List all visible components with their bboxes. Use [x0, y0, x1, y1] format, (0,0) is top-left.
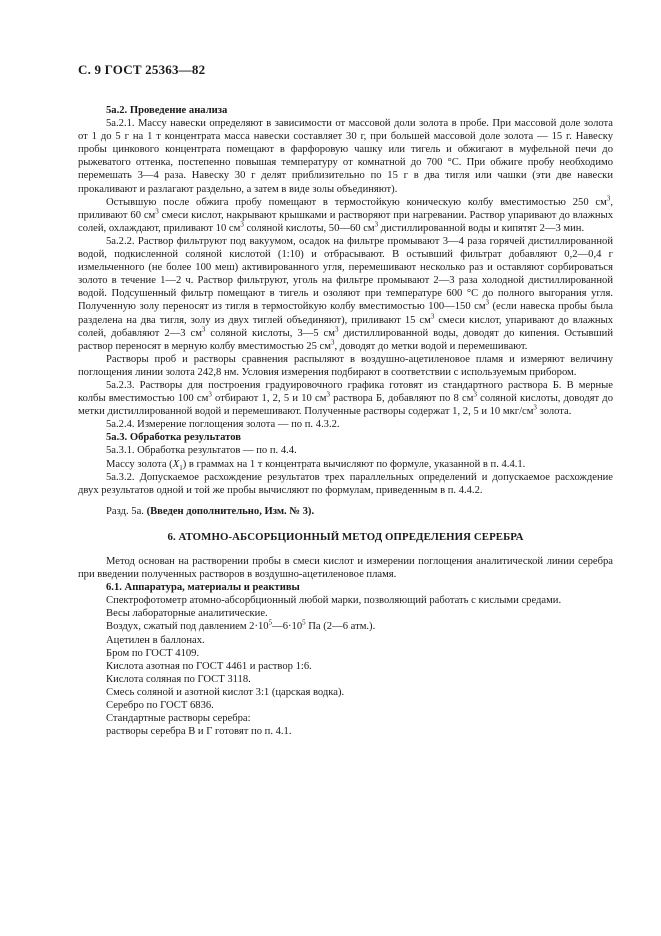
paragraph-5a23: 5а.2.3. Растворы для построения градуировочного графика готовят из стандартного раствора Б. В мерные колбы вместимостью 100 $см^3$ отбирают 1, 2, 5 и 10 $см^3$ раствора Б, добавляют по 8 $см^3$ соляной кислоты, доводят до метки дистиллированной водой и перемешивают. Полученные растворы содержат 1, 2, 5 и 10 мкг/$см^3$ золота.	[78, 379, 613, 418]
paragraph-5a24: 5а.2.4. Измерение поглощения золота — по п. 4.3.2.	[106, 419, 340, 431]
section-6-title: 6. АТОМНО-АБСОРБЦИОННЫЙ МЕТОД ОПРЕДЕЛЕНИЯ СЕРЕБРА	[167, 530, 524, 543]
item-acetylene: Ацетилен в баллонах.	[106, 634, 205, 646]
paragraph-spray: Растворы проб и растворы сравнения распыляют в воздушно-ацетиленовое пламя и измеряют величину поглощения линии золота 242,8 нм. Условия измерения подбирают в соответствии с используемым прибором.	[78, 353, 613, 378]
paragraph-5a22: 5а.2.2. Раствор фильтруют под вакуумом, осадок на фильтре промывают 3—4 раза горячей дистиллированной водой, подкисленной соляной кислотой (1:10) и отбрасывают. В остывший фильтрат добавляют 0,2—0,4 г измельченного (не более 100 меш) активированного угля, перемешивают несколько раз и оставляют сорбироваться золото в течение 1—2 ч. Раствор фильтруют, уголь на фильтре промывают 2—3 раза холодной дистиллированной водой. Подсушенный фильтр помещают в тигель и озоляют при температуре 600 °С до полного выгорания угля. Полученную золу переносят из тигля в термостойкую колбу вместимостью 100—150 $см^3$ (если навеска пробы была разделена на два тигля, золу из двух тиглей объединяют), приливают 15 $см^3$ смеси кислот, упаривают до влажных солей, добавляют 2—3 $см^3$ соляной кислоты, 3—5 $см^3$ дистиллированной воды, доводят до кипения. Остывший раствор переносят в мерную колбу вместимостью 25 $см^3$, доводят до метки водой и перемешивают.	[78, 235, 614, 352]
section-61-title: 6.1. Аппаратура, материалы и реактивы	[106, 582, 300, 594]
section-5a3-title: 5а.3. Обработка результатов	[106, 432, 241, 444]
item-solutions-b-g: растворы серебра В и Г готовят по п. 4.1.	[106, 726, 292, 738]
paragraph-5a32: 5а.3.2. Допускаемое расхождение результатов трех параллельных определений и допускаемое расхождение двух результатов одной и той же пробы вычисляют по формулам, приведенным в п. 4.4.2.	[78, 471, 613, 496]
paragraph-cooled-sample: Остывшую после обжига пробу помещают в термостойкую коническую колбу вместимостью 250 $см^3$, приливают 60 $см^3$ смеси кислот, накрывают крышками и растворяют при нагревании. Раствор упаривают до влажных солей, охлаждают, приливают 10 $см^3$ соляной кислоты, 50—60 $см^3$ дистиллированной воды и кипятят 2—3 мин.	[78, 194, 613, 234]
section-note: Разд. 5а. (Введен дополнительно, Изм. № 3).	[106, 505, 315, 517]
item-compressed-air: Воздух, сжатый под давлением $2\cdot 10^5—6\cdot 10^5$ Па (2—6 атм.).	[106, 618, 376, 633]
paragraph-method: Метод основан на растворении пробы в смеси кислот и измерении поглощения аналитической линии серебра при введении полученных растворов в воздушно-ацетиленовое пламя.	[78, 556, 613, 581]
section-5a2-title: 5а.2. Проведение анализа	[106, 105, 228, 116]
item-standard-solutions: Стандартные растворы серебра:	[106, 713, 251, 725]
paragraph-5a21: 5а.2.1. Массу навески определяют в зависимости от массовой доли золота в пробе. При массовой доле золота от 1 до 5 г на 1 т концентрата масса навески составляет 30 г, при большей массовой доле золота — 15 г. Навеску пробы цинкового концентрата помещают в фарфоровую чашку или тигель и обжигают в муфельной печи до рыжеватого оттенка, постепенно повышая температуру от комнатной до 700 °С. При обжиге пробу необходимо перемешать 3—4 раза. Навеску 30 г делят приблизительно по 15 г в два тигля или чашки (эти две навески прокаливают и разлагают раздельно, а затем в виде золы объединяют).	[78, 118, 613, 195]
paragraph-5a31: 5а.3.1. Обработка результатов — по п. 4.4.	[106, 445, 297, 457]
item-scales: Весы лабораторные аналитические.	[106, 608, 268, 620]
item-nitric-acid: Кислота азотная по ГОСТ 4461 и раствор 1:6.	[106, 660, 312, 672]
item-spectrophotometer: Спектрофотометр атомно-абсорбционный любой марки, позволяющий работать с кислыми средами.	[106, 595, 562, 607]
item-bromine: Бром по ГОСТ 4109.	[106, 647, 200, 659]
item-aqua-regia: Смесь соляной и азотной кислот 3:1 (царская водка).	[106, 686, 345, 698]
page-header: С. 9 ГОСТ 25363—82	[78, 62, 206, 77]
item-silver: Серебро по ГОСТ 6836.	[106, 700, 214, 712]
paragraph-gold-mass: Массу золота $(X_1)$ в граммах на 1 т концентрата вычисляют по формуле, указанной в п. 4.4.1.	[106, 458, 526, 472]
item-hydrochloric-acid: Кислота соляная по ГОСТ 3118.	[106, 673, 251, 685]
